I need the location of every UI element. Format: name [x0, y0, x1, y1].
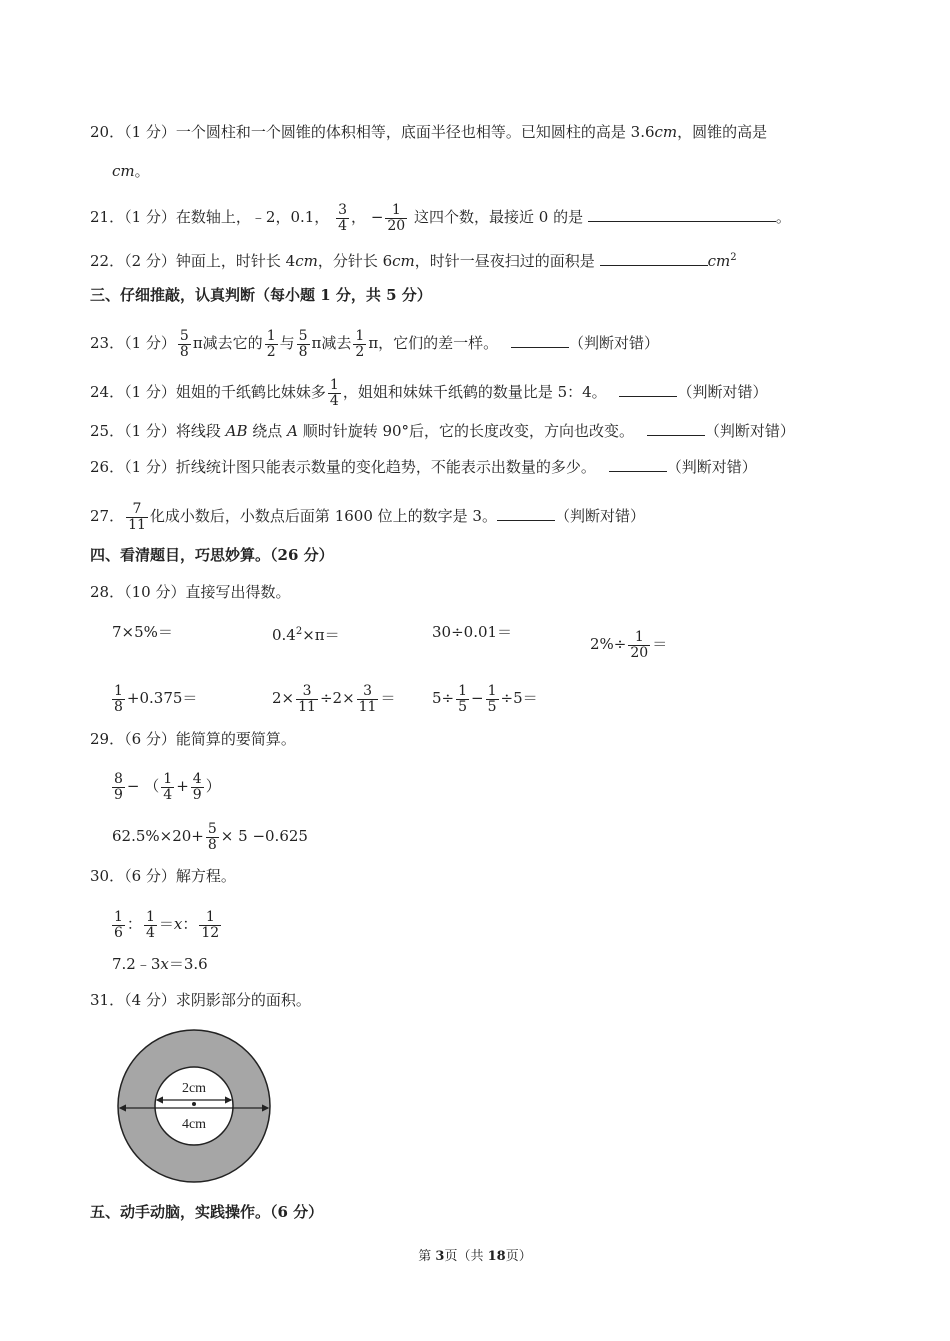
q27-judge: （判断对错）: [554, 507, 645, 526]
numerator: 1: [114, 909, 123, 925]
q22-text: 22．（2 分）钟面上，时针长 4: [90, 252, 296, 270]
q28-e7-fraction-2: [486, 684, 499, 714]
question-28-title: 28．（10 分）直接写出得数。: [90, 583, 291, 601]
q22-unit: cm: [295, 252, 318, 270]
denominator: 5: [458, 698, 468, 715]
q30-e2-rest: ＝3.6: [168, 955, 208, 973]
numerator: 1: [199, 910, 221, 926]
q30-e1-fraction-3: [199, 910, 221, 940]
q25-judge: （判断对错）: [704, 422, 795, 440]
denominator: 4: [329, 392, 339, 409]
q29-e2-fraction: [206, 822, 219, 852]
numerator: 1: [487, 683, 497, 699]
q30-e1-colon: ：: [126, 915, 142, 934]
numerator: 1: [628, 630, 650, 646]
question-30-title: 30．（6 分）解方程。: [90, 867, 236, 885]
numerator: 1: [385, 203, 407, 219]
q28-e6-a: 2×: [272, 689, 295, 708]
numerator: 4: [192, 771, 202, 787]
denominator: 4: [338, 217, 348, 234]
q23-pi-3: π，它们的差一样。: [368, 334, 499, 353]
q21-sep: ，: [351, 208, 367, 227]
q29-expr-2: [112, 822, 308, 852]
q29-e1-close: ）: [205, 777, 221, 796]
q26-text: 26．（1 分）折线统计图只能表示数量的变化趋势，不能表示出数量的多少。: [90, 458, 596, 476]
q22-text-b: ，分针长 6: [317, 252, 393, 270]
q30-e1-fraction-1: [112, 910, 125, 940]
inner-diameter-label: 2cm: [181, 1081, 207, 1096]
q23-pi-1: π减去它的: [192, 334, 263, 353]
q29-e1-fraction-1: [112, 772, 125, 802]
q28-expr-5: [110, 684, 197, 714]
q29-e1-plus: +: [176, 777, 189, 796]
q28-e2-rest: ×π＝: [302, 626, 340, 644]
q21-neg: −: [370, 208, 384, 227]
q28-e5-rest: +0.375＝: [126, 689, 198, 708]
annulus-figure: [112, 1028, 278, 1188]
denominator: 8: [114, 698, 123, 715]
q30-e1-fraction-2: [144, 910, 157, 940]
question-20-cont: [112, 161, 150, 181]
denominator: 9: [192, 786, 202, 803]
denominator: 2: [266, 343, 276, 360]
q29-e1-a: − （: [126, 777, 160, 796]
q28-e6-b: ÷2×: [319, 689, 355, 708]
q23-judge: （判断对错）: [568, 334, 659, 353]
q29-e1-fraction-2: [161, 772, 174, 802]
q21-text-b: 这四个数，最接近 0 的是: [414, 208, 584, 227]
q28-e7-minus: −: [471, 689, 484, 708]
q22-text-c: ，时针一昼夜扫过的面积是: [414, 252, 595, 270]
center-point: [192, 1102, 196, 1106]
denominator: 8: [207, 836, 217, 853]
q23-fraction-3: [297, 329, 310, 359]
q28-e7-a: 5÷: [432, 689, 455, 708]
q28-expr-7: [432, 684, 538, 714]
q28-expr-1: 7×5%＝: [112, 623, 173, 641]
numerator: 1: [114, 683, 123, 699]
q21-answer-blank[interactable]: [588, 207, 776, 222]
q25-text-c: 顺时针旋转 90°后，它的长度改变，方向也改变。: [297, 422, 635, 440]
numerator: 1: [355, 328, 365, 344]
numerator: 7: [126, 502, 148, 518]
page-footer: [0, 1245, 950, 1264]
numerator: 5: [207, 821, 217, 837]
numerator: 1: [266, 328, 276, 344]
numerator: 1: [329, 377, 339, 393]
q20-text: 20．（1 分）一个圆柱和一个圆锥的体积相等，底面半径也相等。已知圆柱的高是 3.6: [90, 123, 655, 141]
q29-e1-fraction-3: [191, 772, 204, 802]
numerator: 1: [458, 683, 468, 699]
q24-judge: （判断对错）: [677, 383, 768, 402]
q22-answer-blank[interactable]: [600, 251, 708, 266]
q28-e6-fraction-2: [357, 684, 379, 714]
q22-unit-sup: 2: [730, 252, 737, 263]
q26-judge: （判断对错）: [666, 458, 757, 476]
q20-end: 。: [134, 162, 150, 180]
q28-e4-a: 2%÷: [590, 635, 627, 654]
q28-e7-fraction-1: [456, 684, 469, 714]
q28-e7-rest: ÷5＝: [500, 689, 538, 708]
q20-unit: cm: [654, 123, 678, 141]
numerator: 3: [338, 202, 348, 218]
q30-expr-2: [112, 954, 208, 974]
q28-expr-3: 30÷0.01＝: [432, 623, 513, 641]
denominator: 2: [355, 343, 365, 360]
denominator: 8: [179, 343, 189, 360]
q21-fraction-2: [385, 203, 407, 233]
q30-e1-eq: ＝: [158, 915, 174, 934]
q24-text: 24．（1 分）姐姐的千纸鹤比妹妹多: [90, 383, 326, 402]
denominator: 9: [114, 786, 123, 803]
denominator: 5: [487, 698, 497, 715]
q27-answer-blank[interactable]: [497, 506, 555, 521]
q30-e1-var: x: [173, 915, 183, 934]
q28-e4-fraction: [628, 630, 650, 660]
denominator: 20: [630, 644, 649, 661]
q27-text: 27．: [90, 507, 125, 526]
q28-e4-eq: ＝: [652, 635, 668, 654]
question-24: [90, 378, 767, 408]
numerator: 1: [145, 909, 155, 925]
q21-fraction-1: [336, 203, 349, 233]
q29-expr-1: [110, 772, 221, 802]
q21-end: 。: [775, 208, 791, 227]
q20-text-b: ，圆锥的高是: [677, 123, 768, 141]
q28-expr-6: [272, 684, 395, 714]
section-4-heading: 四、看清题目，巧思妙算。（26 分）: [90, 546, 334, 564]
q30-expr-1: [110, 910, 223, 940]
question-27: [90, 502, 645, 532]
q23-text: 23．（1 分）: [90, 334, 176, 353]
question-29-title: 29．（6 分）能简算的要简算。: [90, 730, 296, 748]
q27-fraction: [126, 502, 148, 532]
question-21: [90, 203, 791, 233]
denominator: 8: [298, 343, 308, 360]
q29-e2-rest: × 5 −0.625: [220, 827, 308, 846]
q28-expr-4: [590, 630, 667, 660]
q30-e1-colon-2: ：: [182, 915, 198, 934]
numerator: 3: [296, 684, 318, 700]
footer-mid: 页（共: [444, 1249, 488, 1264]
q29-e2-a: 62.5%×20+: [112, 827, 204, 846]
numerator: 1: [163, 771, 173, 787]
q21-text: 21．（1 分）在数轴上，﹣2，0.1，: [90, 208, 330, 227]
q23-pi-2: π减去: [311, 334, 352, 353]
denominator: 20: [387, 217, 406, 234]
q24-text-b: ，姐姐和妹妹千纸鹤的数量比是 5：4。: [342, 383, 607, 402]
q23-fraction-2: [265, 329, 278, 359]
q30-e2-a: 7.2﹣3: [112, 955, 161, 973]
q28-e2-exp: 2: [295, 626, 303, 637]
q23-fraction-1: [178, 329, 191, 359]
q24-answer-blank[interactable]: [619, 382, 677, 397]
section-5-heading: 五、动手动脑，实践操作。（6 分）: [90, 1203, 324, 1221]
q23-answer-blank[interactable]: [511, 333, 569, 348]
denominator: 11: [128, 516, 146, 533]
q20-unit-2: cm: [112, 162, 135, 180]
q25-text-b: 绕点: [247, 422, 288, 440]
question-25: [90, 421, 795, 441]
question-31-title: 31．（4 分）求阴影部分的面积。: [90, 991, 311, 1009]
footer-prefix: 第: [418, 1249, 436, 1264]
question-23: [90, 329, 659, 359]
numerator: 8: [114, 771, 123, 787]
page-total: 18: [487, 1249, 506, 1264]
denominator: 6: [114, 924, 123, 941]
q23-fraction-4: [353, 329, 366, 359]
denominator: 4: [163, 786, 173, 803]
q25-answer-blank[interactable]: [647, 421, 705, 436]
numerator: 5: [298, 328, 308, 344]
q24-fraction: [328, 378, 341, 408]
numerator: 5: [179, 328, 189, 344]
q28-expr-2: [272, 622, 340, 645]
q28-e5-fraction: [112, 684, 125, 714]
denominator: 4: [145, 924, 155, 941]
q25-text: 25．（1 分）将线段: [90, 422, 226, 440]
q22-unit-area: cm: [707, 252, 731, 270]
q28-e6-eq: ＝: [380, 689, 396, 708]
page-number: 3: [435, 1249, 445, 1264]
denominator: 11: [358, 698, 377, 715]
question-26: [90, 457, 757, 477]
q30-e2-var: x: [160, 955, 169, 973]
denominator: 11: [298, 698, 316, 715]
q28-e6-fraction-1: [296, 684, 318, 714]
question-20: [90, 122, 767, 142]
q28-e2-base: 0.4: [272, 626, 296, 644]
denominator: 12: [201, 924, 220, 941]
question-22: [90, 248, 737, 271]
outer-diameter-label: 4cm: [181, 1117, 207, 1132]
section-3-heading: 三、仔细推敲，认真判断（每小题 1 分，共 5 分）: [90, 286, 432, 304]
q22-unit-2: cm: [392, 252, 415, 270]
q27-text-b: 化成小数后，小数点后面第 1600 位上的数字是 3。: [149, 507, 497, 526]
footer-suffix: 页）: [505, 1249, 532, 1264]
q26-answer-blank[interactable]: [609, 457, 667, 472]
q25-point: A: [287, 422, 298, 440]
numerator: 3: [357, 684, 379, 700]
q23-and: 与: [279, 334, 295, 353]
q25-segment: AB: [225, 422, 248, 440]
